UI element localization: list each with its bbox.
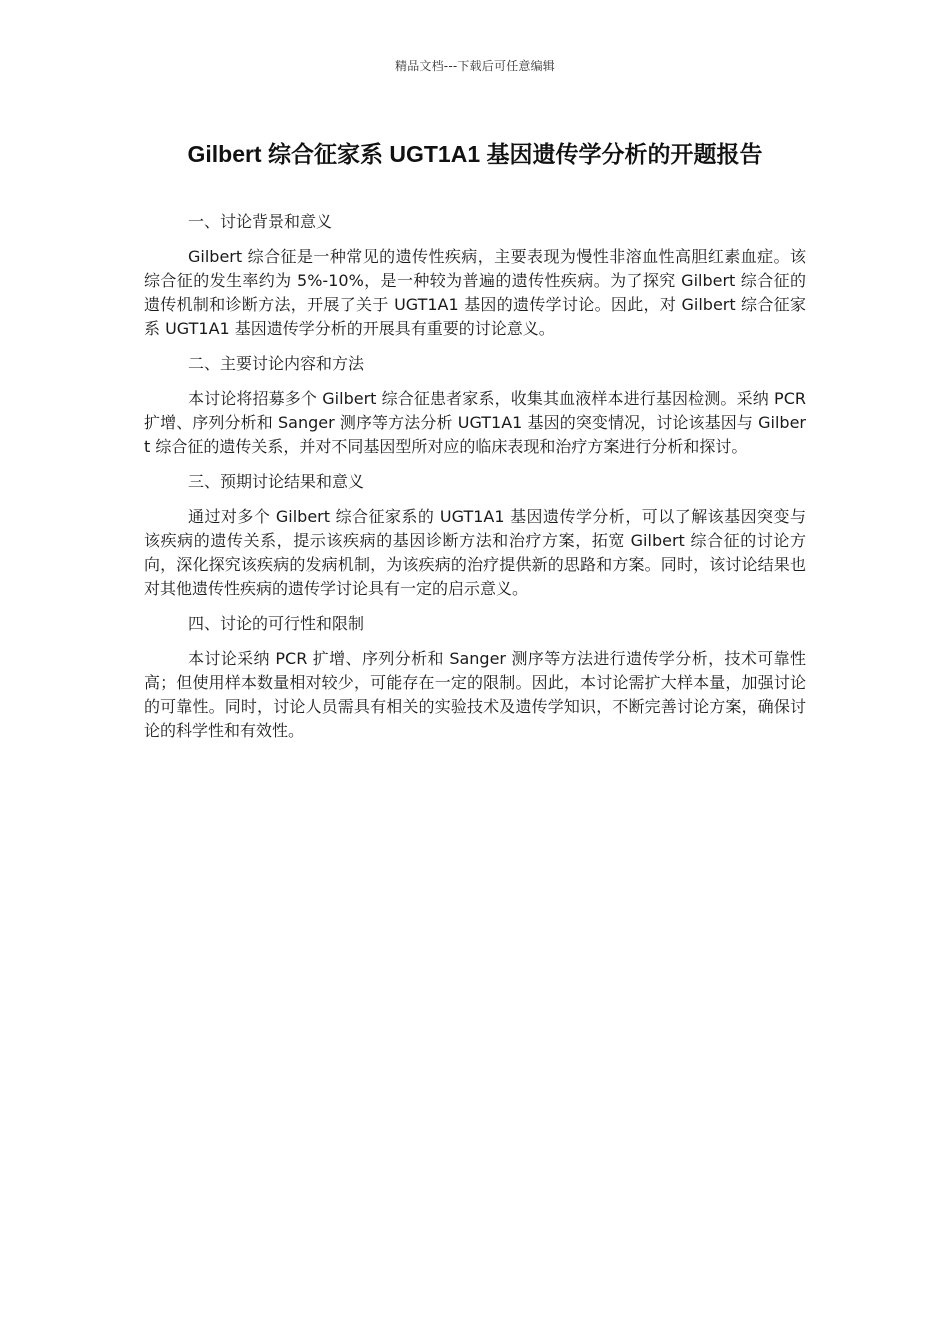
section-paragraph: 本讨论采纳 PCR 扩增、序列分析和 Sanger 测序等方法进行遗传学分析，技术可靠性高；但使用样本数量相对较少，可能存在一定的限制。因此，本讨论需扩大样本量，加强讨论的可靠性。同时，讨论人员需具有相关的实验技术及遗传学知识，不断完善讨论方案，确保讨论的科学性和有效性。: [144, 649, 806, 740]
document-body: [144, 210, 806, 754]
section-heading: 四、讨论的可行性和限制: [188, 614, 365, 633]
section-background: [144, 210, 806, 341]
section-content-methods: [144, 352, 806, 459]
section-feasibility: [144, 612, 806, 743]
document-title: Gilbert 综合征家系 UGT1A1 基因遗传学分析的开题报告: [187, 141, 763, 167]
page-header-note: 精品文档---下载后可任意编辑: [395, 59, 555, 73]
section-heading: 三、预期讨论结果和意义: [188, 472, 365, 491]
section-heading: 二、主要讨论内容和方法: [188, 354, 365, 373]
section-expected-results: [144, 470, 806, 601]
section-paragraph: Gilbert 综合征是一种常见的遗传性疾病，主要表现为慢性非溶血性高胆红素血症。该综合征的发生率约为 5%-10%，是一种较为普遍的遗传性疾病。为了探究 Gilbert 综合征的遗传机制和诊断方法，开展了关于 UGT1A1 基因的遗传学讨论。因此，对 Gilbert 综合征家系 UGT1A1 基因遗传学分析的开展具有重要的讨论意义。: [144, 247, 806, 338]
section-paragraph: 本讨论将招募多个 Gilbert 综合征患者家系，收集其血液样本进行基因检测。采纳 PCR 扩增、序列分析和 Sanger 测序等方法分析 UGT1A1 基因的突变情况，讨论该基因与 Gilbert 综合征的遗传关系，并对不同基因型所对应的临床表现和治疗方案进行分析和探讨。: [144, 389, 806, 456]
section-paragraph: 通过对多个 Gilbert 综合征家系的 UGT1A1 基因遗传学分析，可以了解该基因突变与该疾病的遗传关系，提示该疾病的基因诊断方法和治疗方案，拓宽 Gilbert 综合征的讨论方向，深化探究该疾病的发病机制，为该疾病的治疗提供新的思路和方案。同时，该讨论结果也对其他遗传性疾病的遗传学讨论具有一定的启示意义。: [144, 507, 806, 598]
section-heading: 一、讨论背景和意义: [188, 212, 333, 231]
